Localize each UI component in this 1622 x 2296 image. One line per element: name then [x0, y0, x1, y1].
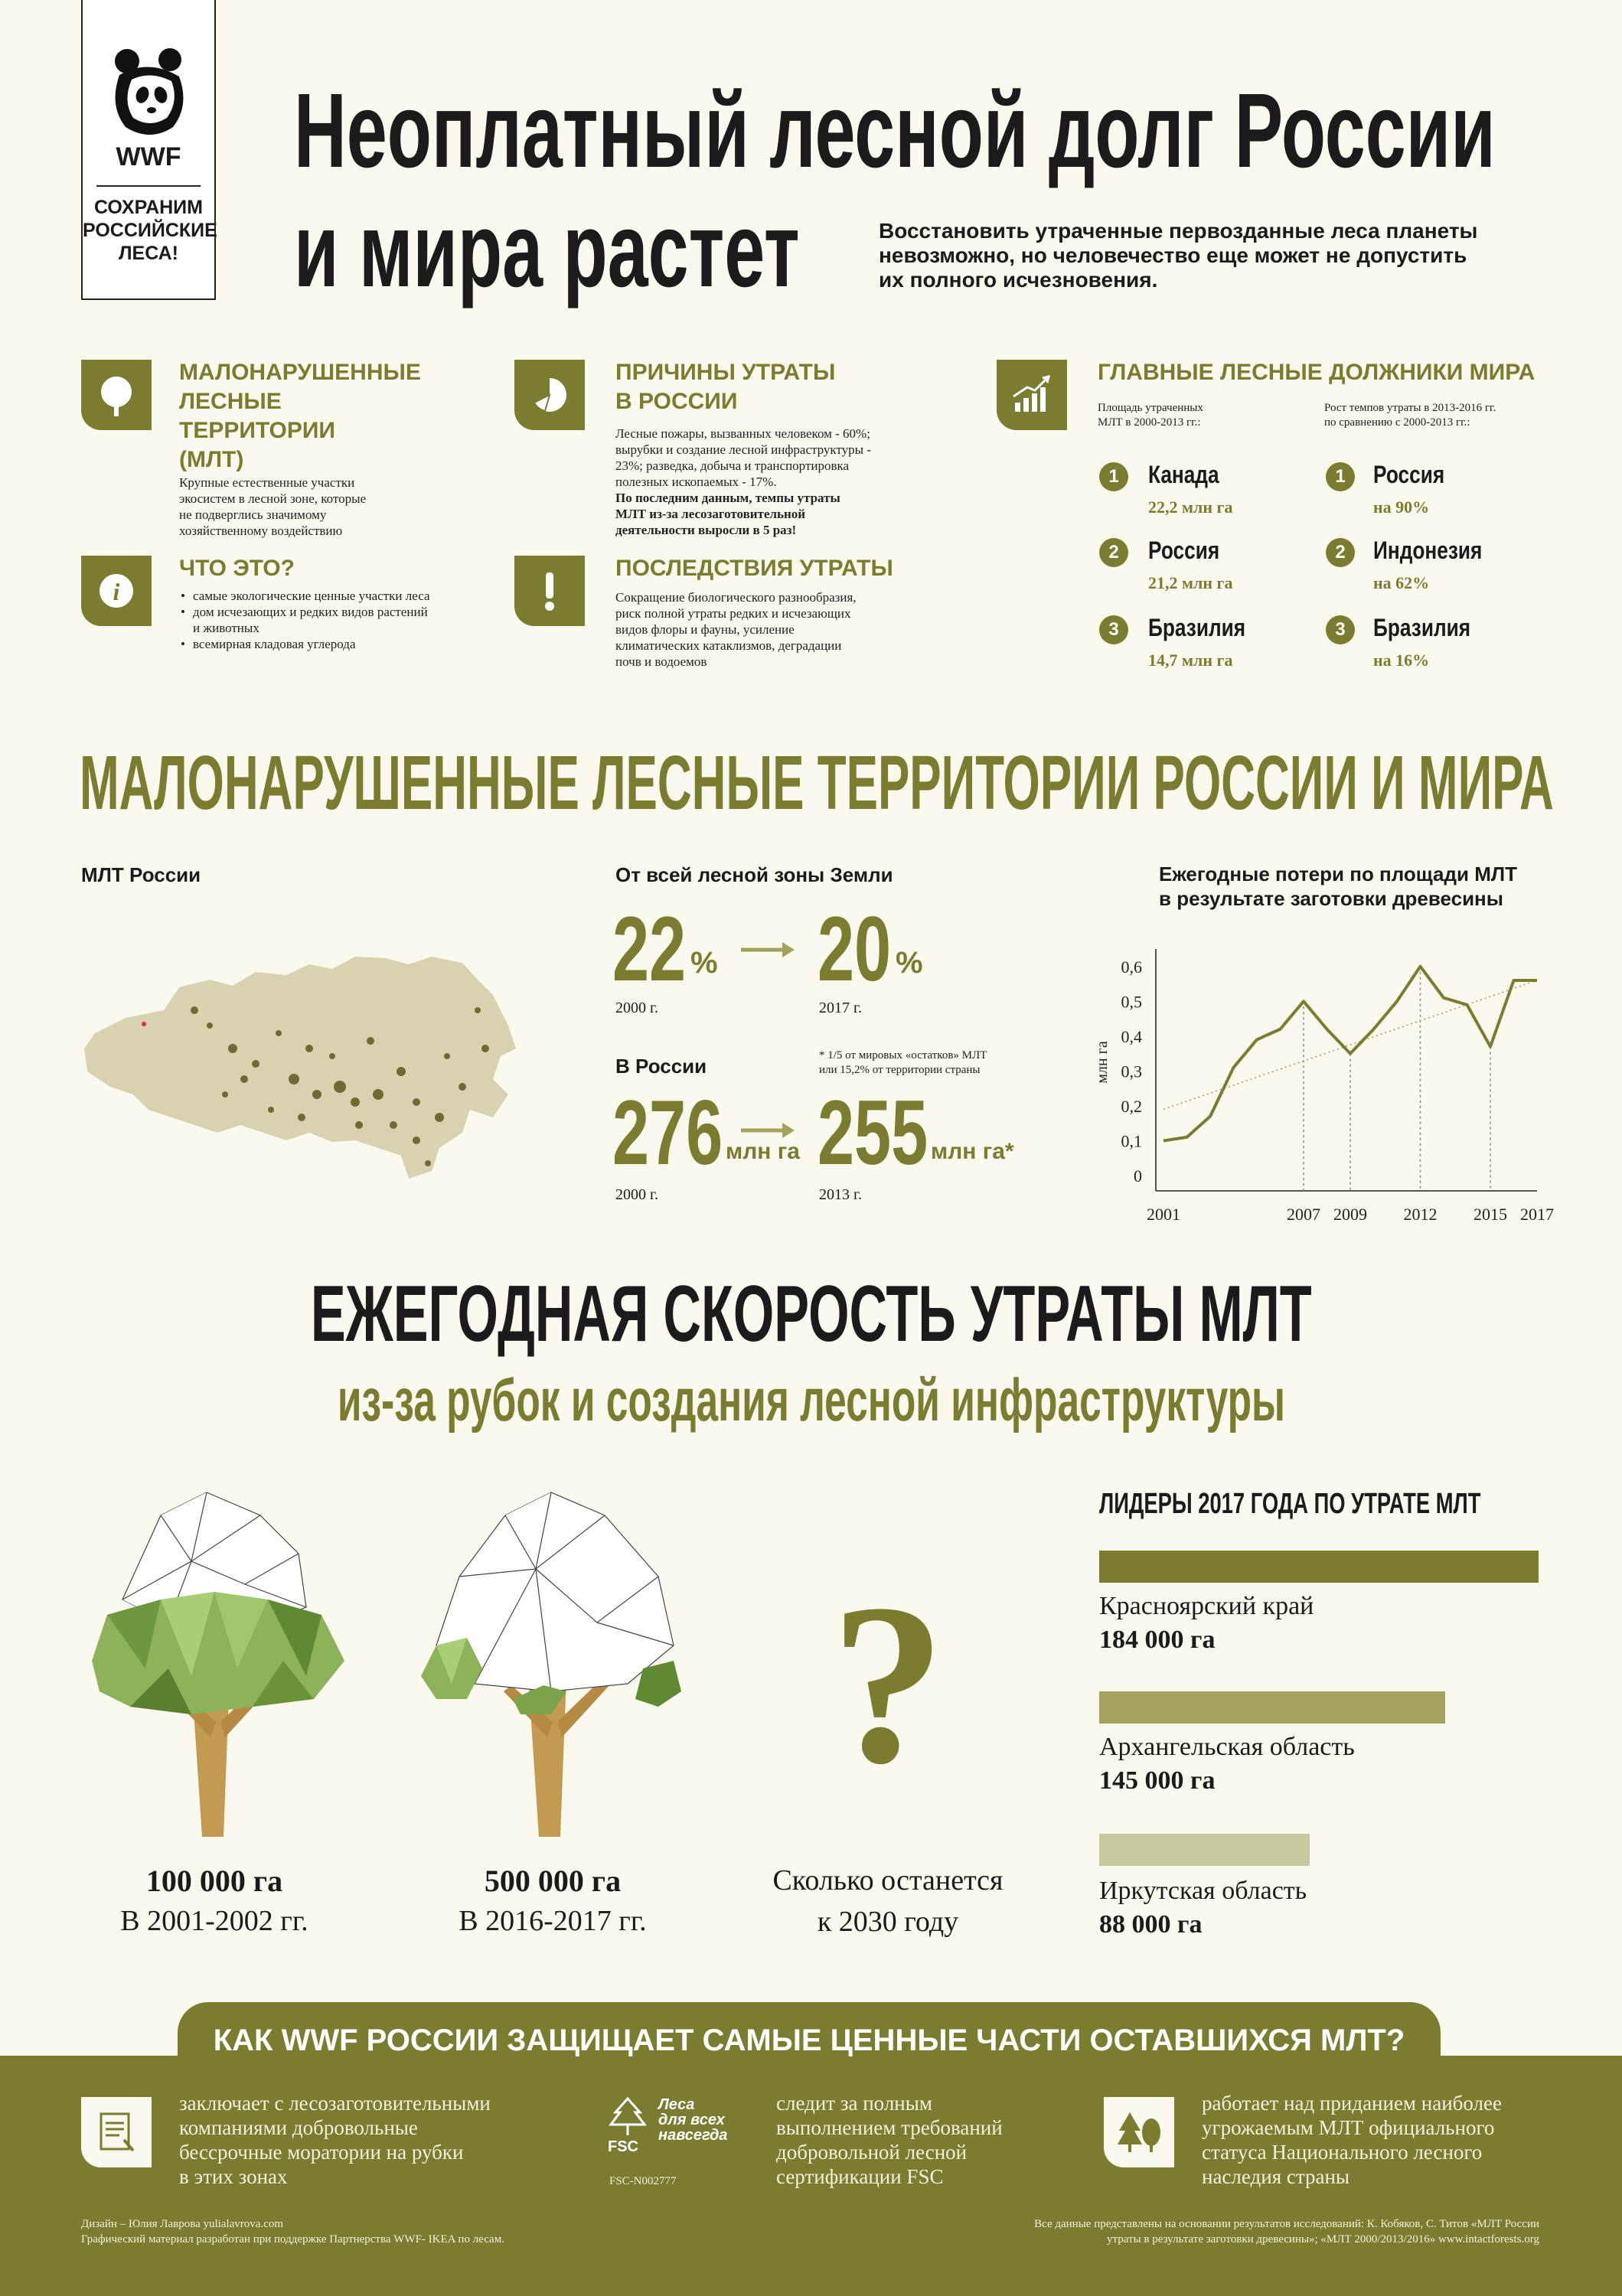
exclamation-icon [514, 556, 585, 626]
world-from: 22 [612, 898, 687, 1000]
wwf-logo [81, 0, 216, 300]
debtor-name: Россия [1148, 536, 1220, 564]
world-to-unit: % [896, 946, 923, 980]
chart-title: Ежегодные потери по площади МЛТ в результате заготовки древесины [1159, 863, 1518, 910]
debtor-value: 22,2 млн га [1148, 497, 1233, 517]
arrow-icon [739, 940, 796, 960]
russia-to-year: 2013 г. [819, 1186, 862, 1203]
question-mark: ? [831, 1557, 945, 1811]
wwf-brand: WWF [116, 142, 181, 171]
debtor-value: 21,2 млн га [1148, 573, 1233, 592]
page-title-line1: Неоплатный лесной долг России [294, 72, 1496, 190]
debtor-value: на 90% [1373, 497, 1430, 517]
x-tick-label: 2015 [1474, 1205, 1507, 1224]
y-tick-label: 0,5 [1121, 992, 1142, 1012]
tree-illustration-green [77, 1485, 352, 1837]
loss-chart [1090, 934, 1554, 1224]
world-label: От всей лесной зоны Земли [615, 863, 893, 886]
russia-to: 255 [818, 1081, 928, 1184]
footer-col2: следит за полным выполнением требований добровольной лесной сертификации FSC [776, 2092, 1003, 2188]
tree-illustration-white [413, 1485, 689, 1837]
debtor-name: Канада [1148, 461, 1219, 488]
rank-badge: 2 [1326, 538, 1355, 567]
leader-bar [1099, 1691, 1445, 1724]
header-subtitle: Восстановить утраченные первозданные леса планеты невозможно, но человечество еще может не допустить их полного исчезновения. [879, 219, 1478, 292]
consequences-title: ПОСЛЕДСТВИЯ УТРАТЫ [615, 556, 893, 581]
leader-bar [1099, 1834, 1310, 1866]
rank-badge: 1 [1326, 462, 1355, 491]
svg-text:i: i [113, 578, 120, 605]
rank-badge: 3 [1326, 615, 1355, 644]
world-from-year: 2000 г. [615, 1000, 658, 1016]
debtor-name: Индонезия [1373, 536, 1483, 564]
debtor-name: Россия [1373, 461, 1445, 488]
y-tick-label: 0,4 [1121, 1026, 1142, 1046]
russia-map [80, 941, 524, 1186]
section3-subtitle: из-за рубок и создания лесной инфраструктуры [337, 1366, 1285, 1433]
world-to: 20 [818, 898, 892, 1000]
rank-badge: 3 [1099, 615, 1128, 644]
mlt-title: МАЛОНАРУШЕННЫЕ ЛЕСНЫЕ ТЕРРИТОРИИ (МЛТ) [179, 360, 421, 472]
leader-name: Архангельская область [1099, 1733, 1355, 1761]
russia-from-year: 2000 г. [615, 1186, 658, 1203]
tree2-value: 500 000 га В 2016-2017 гг. [459, 1864, 647, 1937]
leader-name: Красноярский край [1099, 1592, 1314, 1620]
fsc-tree-icon [605, 2094, 651, 2140]
footer-col1: заключает с лесозаготовительными компаниями добровольные бессрочные моратории на рубки в этих зонах [179, 2092, 491, 2188]
what-list [179, 588, 432, 652]
russia-to-unit: млн га* [931, 1139, 1014, 1164]
fsc-code: FSC-N002777 [609, 2175, 677, 2187]
debtor-name: Бразилия [1373, 614, 1471, 641]
leader-bar [1099, 1551, 1539, 1583]
world-to-year: 2017 г. [819, 1000, 862, 1016]
leaders-title: ЛИДЕРЫ 2017 ГОДА ПО УТРАТЕ МЛТ [1099, 1488, 1481, 1520]
what-title: ЧТО ЭТО? [179, 556, 295, 581]
leader-name: Иркутская область [1099, 1877, 1307, 1905]
pie-icon [514, 360, 585, 430]
leader-value: 145 000 га [1099, 1766, 1216, 1795]
list-item: • дом исчезающих и редких видов растений и животных [179, 604, 432, 636]
tree1-value: 100 000 га В 2001-2002 гг. [120, 1864, 308, 1937]
debtor-value: 14,7 млн га [1148, 651, 1233, 670]
russia-note: * 1/5 от мировых «остатков» МЛТ или 15,2% от территории страны [819, 1049, 987, 1076]
debtor-name: Бразилия [1148, 614, 1246, 641]
leader-value: 184 000 га [1099, 1626, 1216, 1654]
footer-banner: КАК WWF РОССИИ ЗАЩИЩАЕТ САМЫЕ ЦЕННЫЕ ЧАСТИ ОСТАВШИХСЯ МЛТ? [178, 2002, 1441, 2077]
causes-title: ПРИЧИНЫ УТРАТЫ В РОССИИ [615, 360, 836, 414]
x-tick-label: 2017 [1520, 1205, 1554, 1224]
section2-title: МАЛОНАРУШЕННЫЕ ЛЕСНЫЕ ТЕРРИТОРИИ РОССИИ И МИРА [80, 740, 1554, 826]
footer-col3: работает над приданием наиболее угрожаемым МЛТ официального статуса Национального лесного наследия страны [1202, 2092, 1502, 2188]
question-caption: Сколько останется к 2030 году [772, 1864, 1004, 1938]
x-tick-label: 2012 [1403, 1205, 1438, 1224]
causes-text: Лесные пожары, вызванных человеком - 60%; вырубки и создание лесной инфраструктуры - 23%; разведка, добыча и транспортировка полезных ископаемых - 17%. По последним данным, темпы утраты МЛТ из-за лесозаготовительной деятельности выросли в 5 раз! [615, 426, 871, 537]
consequences-text: Сокращение биологического разнообразия, риск полной утраты редких и исчезающих видов флоры и фауны, усиление климатических катаклизмов, деградации почв и водоемов [615, 590, 857, 669]
credits-left: Дизайн – Юлия Лаврова yulialavrova.com Графический материал разработан при поддержке Партнерства WWF- IKEA по лесам. [81, 2218, 504, 2245]
y-tick-label: 0,1 [1121, 1131, 1142, 1151]
world-from-unit: % [690, 946, 718, 980]
info-icon [81, 556, 152, 626]
y-tick-label: 0,6 [1121, 957, 1142, 977]
list-item: • самые экологические ценные участки леса [179, 588, 432, 604]
y-tick-label: 0,3 [1121, 1062, 1142, 1081]
mlt-text: Крупные естественные участки экосистем в лесной зоне, которые не подверглись значимому хозяйственному воздействию [179, 475, 367, 538]
page-title-line2: и мира растет [294, 191, 800, 309]
credits-right: Все данные представлены на основании результатов исследований: К. Кобяков, С. Титов «МЛТ России утраты в результате заготовки древесины»; «МЛТ 2000/2013/2016» www.intactforests.org [1034, 2218, 1539, 2245]
x-tick-label: 2001 [1147, 1205, 1180, 1224]
y-tick-label: 0 [1134, 1166, 1142, 1186]
map-label: МЛТ России [81, 863, 201, 886]
logo-slogan: СОХРАНИМ РОССИЙСКИЕ ЛЕСА! [83, 197, 217, 264]
list-item: • всемирная кладовая углерода [179, 636, 432, 652]
rank-badge: 2 [1099, 538, 1128, 567]
document-icon [81, 2097, 152, 2167]
debtor-value: на 16% [1373, 651, 1430, 670]
russia-from: 276 [612, 1081, 723, 1184]
section3-title: ЕЖЕГОДНАЯ СКОРОСТЬ УТРАТЫ МЛТ [310, 1270, 1312, 1358]
y-axis-label: млн га [1094, 1041, 1111, 1084]
x-tick-label: 2007 [1287, 1205, 1320, 1224]
forest-icon [1104, 2097, 1174, 2167]
x-tick-label: 2009 [1333, 1205, 1367, 1224]
debtors-col1-caption: Площадь утраченных МЛТ в 2000-2013 гг.: [1098, 402, 1203, 429]
russia-label: В России [615, 1055, 707, 1078]
panda-icon [104, 44, 196, 144]
debtors-title: ГЛАВНЫЕ ЛЕСНЫЕ ДОЛЖНИКИ МИРА [1098, 360, 1536, 385]
growth-chart-icon [997, 360, 1067, 430]
fsc-logo: FSC Леса для всех навсегда [602, 2094, 755, 2170]
leader-value: 88 000 га [1099, 1910, 1203, 1939]
debtors-col2-caption: Рост темпов утраты в 2013-2016 гг. по сравнению с 2000-2013 гг.: [1324, 402, 1496, 429]
tree-icon [81, 360, 152, 430]
trend-line [1163, 980, 1537, 1109]
debtor-value: на 62% [1373, 573, 1430, 592]
russia-from-unit: млн га [726, 1139, 800, 1164]
rank-badge: 1 [1099, 462, 1128, 491]
arrow-icon [739, 1120, 796, 1140]
y-tick-label: 0,2 [1121, 1096, 1142, 1116]
